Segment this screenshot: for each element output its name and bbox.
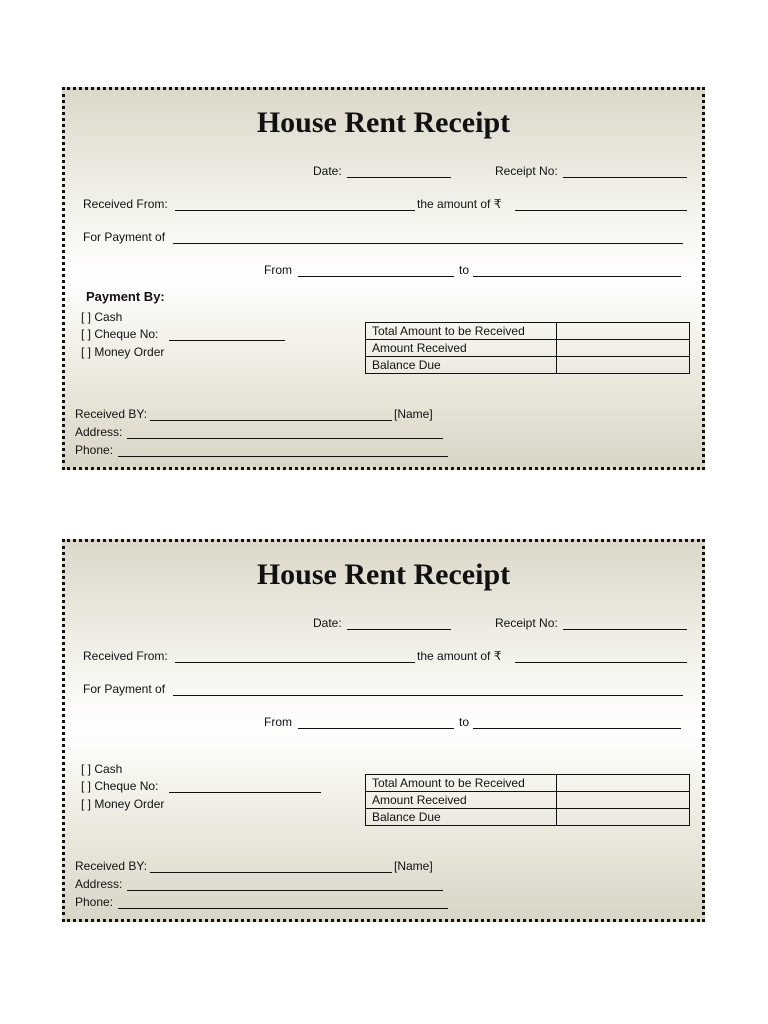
received-by-field[interactable] (150, 872, 392, 873)
table-cell-value[interactable] (557, 775, 690, 792)
table-cell-label: Total Amount to be Received (366, 775, 557, 792)
option-cash[interactable]: [ ] Cash (81, 310, 123, 324)
phone-field[interactable] (118, 456, 448, 457)
table-row (366, 809, 690, 826)
table-cell-value[interactable] (557, 809, 690, 826)
receipt-no-label: Receipt No: (495, 164, 558, 178)
for-payment-label: For Payment of (83, 230, 166, 244)
table-cell-label: Balance Due (366, 809, 557, 826)
amount-field[interactable] (515, 662, 687, 663)
receipt-title: House Rent Receipt (256, 558, 511, 591)
table-cell-value[interactable] (557, 323, 690, 340)
table-row (366, 340, 690, 357)
cheque-no-field[interactable] (169, 340, 285, 341)
received-from-field[interactable] (175, 210, 415, 211)
for-payment-field[interactable] (173, 243, 683, 244)
table-cell-value[interactable] (557, 357, 690, 374)
address-label: Address: (75, 425, 123, 439)
amount-of-label: the amount of ₹ (417, 649, 502, 663)
received-by-label: Received BY: (75, 407, 148, 421)
date-field[interactable] (347, 629, 451, 630)
option-cheque[interactable]: [ ] Cheque No: (81, 327, 159, 341)
from-label: From (264, 715, 292, 729)
date-label: Date: (313, 164, 342, 178)
from-date-field[interactable] (298, 276, 454, 277)
option-cheque[interactable]: [ ] Cheque No: (81, 779, 159, 793)
to-date-field[interactable] (473, 728, 681, 729)
to-label: to (459, 263, 470, 277)
address-field[interactable] (127, 438, 443, 439)
to-date-field[interactable] (473, 276, 681, 277)
payment-by-heading: Payment By: (86, 289, 165, 304)
table-cell-label: Balance Due (366, 357, 557, 374)
to-label: to (459, 715, 470, 729)
amount-table (365, 322, 690, 374)
receipt-no-label: Receipt No: (495, 616, 558, 630)
receipt-title: House Rent Receipt (256, 106, 511, 139)
amount-field[interactable] (515, 210, 687, 211)
receipt-card-2 (62, 539, 705, 922)
from-date-field[interactable] (298, 728, 454, 729)
table-row (366, 775, 690, 792)
for-payment-label: For Payment of (83, 682, 166, 696)
option-money-order[interactable]: [ ] Money Order (81, 797, 165, 811)
table-row (366, 357, 690, 374)
option-money-order[interactable]: [ ] Money Order (81, 345, 165, 359)
receipt-no-field[interactable] (563, 629, 687, 630)
table-cell-label: Amount Received (366, 340, 557, 357)
address-label: Address: (75, 877, 123, 891)
name-hint: [Name] (394, 407, 433, 421)
date-label: Date: (313, 616, 342, 630)
for-payment-field[interactable] (173, 695, 683, 696)
amount-of-label: the amount of ₹ (417, 197, 502, 211)
phone-label: Phone: (75, 443, 114, 457)
name-hint: [Name] (394, 859, 433, 873)
amount-table (365, 774, 690, 826)
table-row (366, 792, 690, 809)
received-by-label: Received BY: (75, 859, 148, 873)
table-cell-value[interactable] (557, 340, 690, 357)
receipt-card-1 (62, 87, 705, 470)
received-by-field[interactable] (150, 420, 392, 421)
table-cell-value[interactable] (557, 792, 690, 809)
option-cash[interactable]: [ ] Cash (81, 762, 123, 776)
received-from-label: Received From: (83, 649, 168, 663)
phone-field[interactable] (118, 908, 448, 909)
from-label: From (264, 263, 292, 277)
receipt-no-field[interactable] (563, 177, 687, 178)
phone-label: Phone: (75, 895, 114, 909)
received-from-field[interactable] (175, 662, 415, 663)
date-field[interactable] (347, 177, 451, 178)
table-row (366, 323, 690, 340)
address-field[interactable] (127, 890, 443, 891)
cheque-no-field[interactable] (169, 792, 321, 793)
table-cell-label: Amount Received (366, 792, 557, 809)
received-from-label: Received From: (83, 197, 168, 211)
table-cell-label: Total Amount to be Received (366, 323, 557, 340)
